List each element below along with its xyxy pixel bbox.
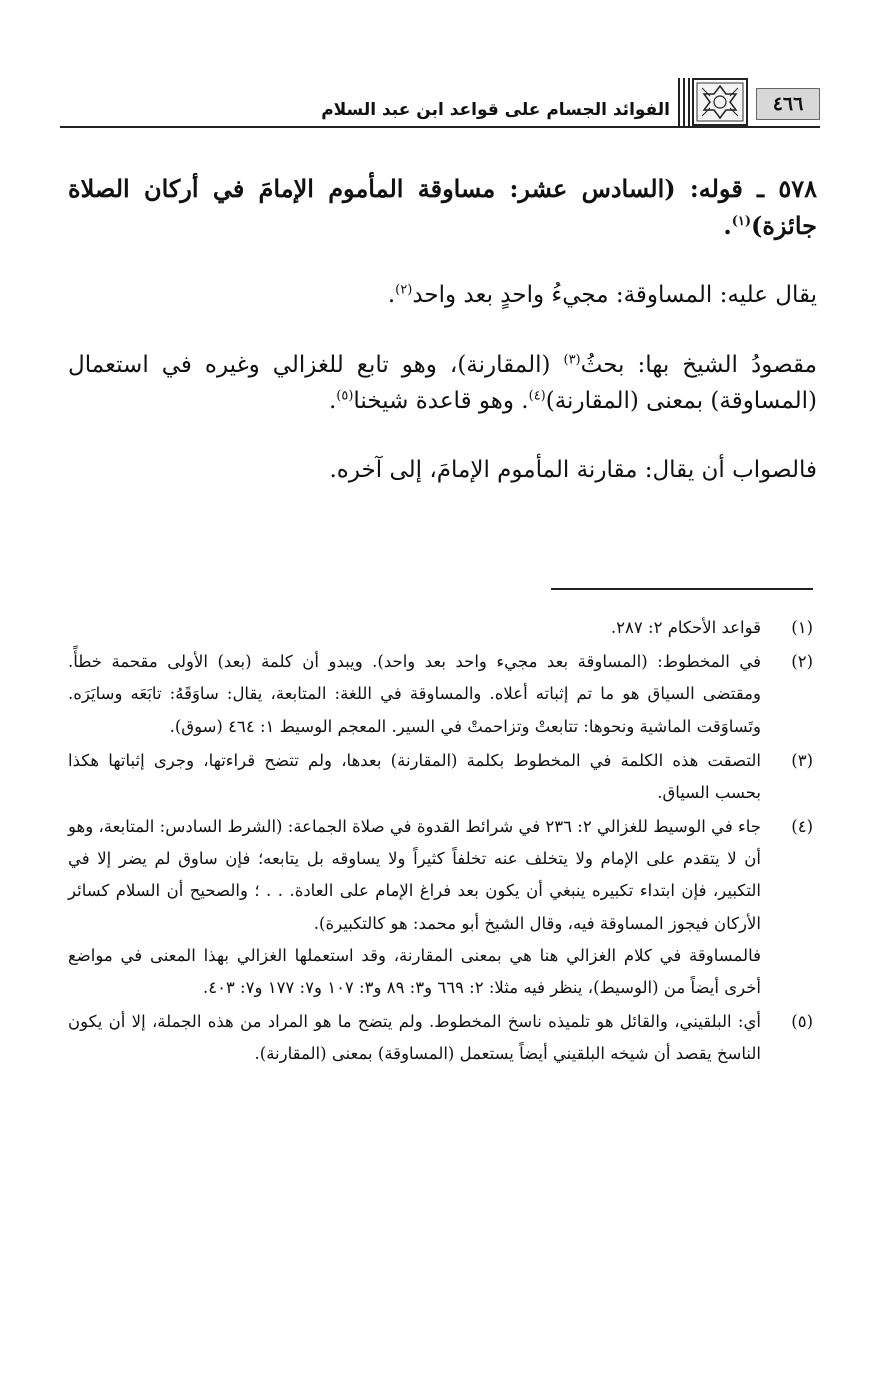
footnote-number: (٢) xyxy=(791,652,813,672)
footnote-ref-2[interactable]: (٢) xyxy=(395,282,413,298)
paragraph-578 xyxy=(68,170,817,244)
main-text xyxy=(68,170,817,523)
footnotes xyxy=(68,612,813,1072)
footnote-separator xyxy=(551,588,813,590)
ornament-icon xyxy=(692,78,748,126)
header-rule xyxy=(60,126,820,128)
header-divider-bars xyxy=(676,78,690,126)
footnote-number: (٥) xyxy=(791,1012,813,1032)
footnote-text: أي: البلقيني، والقائل هو تلميذه ناسخ المخطوط. ولم يتضح ما هو المراد من هذه الجملة، إلا أن يكون الناسخ يقصد أن شيخه البلقيني أيضاً يستعمل (المساوقة) بمعنى (المقارنة). xyxy=(68,1012,761,1064)
footnote-text: في المخطوط: (المساوقة بعد مجيء واحد بعد واحد). ويبدو أن كلمة (بعد) الأولى مقحمة خطأً. ومقتضى السياق هو ما تم إثباته أعلاه. والمساوقة في اللغة: المتابعة، يقال: ساوَقَهُ: تابَعَه وسايَرَه. وتَساوَقت الماشية ونحوها: تتابعتْ وتزاحمتْ في السير. المعجم الوسيط ١: ٤٦٤ (سوق). xyxy=(68,652,761,736)
footnote-ref-3[interactable]: (٣) xyxy=(563,352,581,368)
para-end: . xyxy=(387,282,396,309)
footnote-number: (١) xyxy=(791,618,813,637)
footnote-1 xyxy=(68,612,813,644)
para-end: . xyxy=(723,211,732,241)
book-title: الفوائد الجسام على قواعد ابن عبد السلام xyxy=(321,100,670,120)
footnote-4 xyxy=(68,811,813,1004)
footnote-number: (٤) xyxy=(791,817,813,837)
paragraph-intent xyxy=(68,348,817,419)
para-text: ٥٧٨ ـ قوله: (السادس عشر: مساوقة المأموم الإمامَ في أركان الصلاة جائزة) xyxy=(68,174,817,241)
footnote-text: فالمساوقة في كلام الغزالي هنا هي بمعنى المقارنة، وقد استعملها الغزالي بهذا المعنى في مواضع أخرى أيضاً من (الوسيط)، ينظر فيه مثلا: ٢: ٦٦٩ و٣: ٨٩ و٣: ١٠٧ و٧: ١٧٧ و٧: ٤٠٣. xyxy=(68,945,761,997)
footnote-3 xyxy=(68,745,813,809)
footnote-text: جاء في الوسيط للغزالي ٢: ٢٣٦ في شرائط القدوة في صلاة الجماعة: (الشرط السادس: المتابعة، وهو أن لا يتقدم على الإمام ولا يتخلف عنه تخلفاً كثيراً ولا يساوقه بل يتابعه؛ فإن ساوق لم يضر إلا في التكبير، فإن ابتداء تكبيره ينبغي أن يكون بعد فراغ الإمام على العادة. . . ؛ والصحيح أن السلام كسائر الأركان فيجوز المساوقة فيه، وقال الشيخ أبو محمد: هو كالتكبيرة). xyxy=(68,817,762,933)
footnote-text: قواعد الأحكام ٢: ٢٨٧. xyxy=(610,618,761,637)
para-text: يقال عليه: المساوقة: مجيءُ واحدٍ بعد واحد xyxy=(412,282,817,309)
footnote-ref-5[interactable]: (٥) xyxy=(336,388,354,403)
para-end: . xyxy=(328,387,337,414)
footnote-ref-1[interactable]: (١) xyxy=(731,214,751,230)
para-text: . وهو قاعدة شيخنا xyxy=(353,387,529,414)
page-number: ٤٦٦ xyxy=(756,88,820,120)
footnote-ref-4[interactable]: (٤) xyxy=(528,388,546,403)
paragraph-definition xyxy=(68,278,817,314)
footnote-number: (٣) xyxy=(791,750,813,770)
page-header xyxy=(60,70,820,134)
paragraph-correction: فالصواب أن يقال: مقارنة المأموم الإمامَ، إلى آخره. xyxy=(329,457,817,484)
footnote-text: التصقت هذه الكلمة في المخطوط بكلمة (المقارنة) بعدها، ولم تتضح قراءتها، وجرى إثباتها هكذا بحسب السياق. xyxy=(68,750,761,802)
para-text: (المقارنة)، وهو تابع للغزالي وغيره في استعمال (المساوقة) بمعنى (المقارنة) xyxy=(68,352,817,414)
para-text: مقصودُ الشيخ بها: بحثُ xyxy=(580,352,817,379)
footnote-5 xyxy=(68,1006,813,1070)
footnote-2 xyxy=(68,646,813,743)
